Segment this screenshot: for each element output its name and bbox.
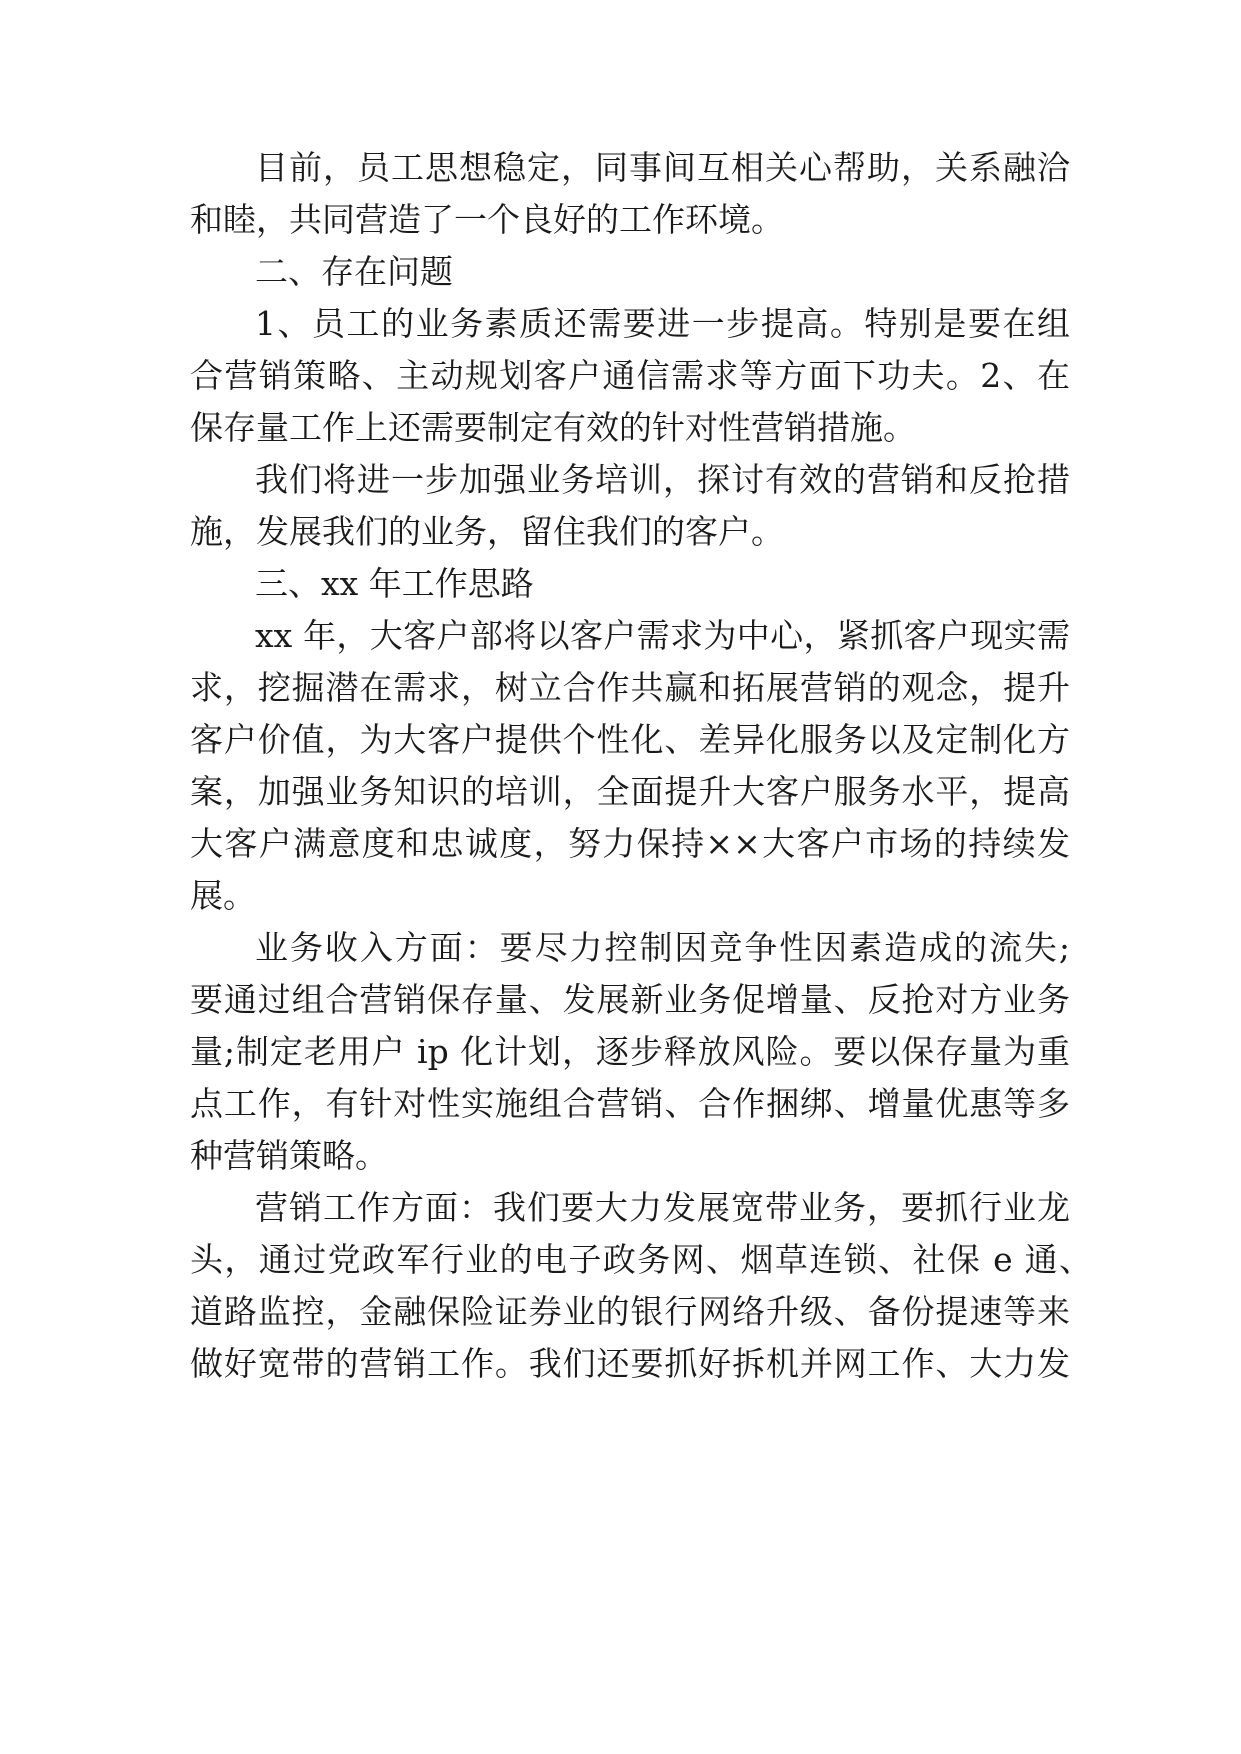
- paragraph-line: 量;制定老用户 ip 化计划，逐步释放风险。要以保存量为重: [190, 1032, 1070, 1071]
- paragraph-line: 我们将进一步加强业务培训，探讨有效的营销和反抢措: [255, 460, 1070, 499]
- paragraph-line: 施，发展我们的业务，留住我们的客户。: [190, 512, 784, 551]
- paragraph-line: xx 年，大客户部将以客户需求为中心，紧抓客户现实需: [255, 616, 1070, 655]
- paragraph-line: 做好宽带的营销工作。我们还要抓好拆机并网工作、大力发: [190, 1344, 1070, 1383]
- paragraph-line: 客户价值，为大客户提供个性化、差异化服务以及定制化方: [190, 720, 1070, 759]
- paragraph-line: 营销工作方面：我们要大力发展宽带业务，要抓行业龙: [255, 1188, 1070, 1227]
- paragraph-line: 要通过组合营销保存量、发展新业务促增量、反抢对方业务: [190, 980, 1070, 1019]
- paragraph-line: 目前，员工思想稳定，同事间互相关心帮助，关系融洽: [255, 148, 1070, 187]
- paragraph-line: 和睦，共同营造了一个良好的工作环境。: [190, 200, 784, 239]
- section-heading: 三、xx 年工作思路: [255, 564, 534, 603]
- paragraph-line: 业务收入方面：要尽力控制因竞争性因素造成的流失;: [255, 928, 1070, 967]
- paragraph-line: 道路监控，金融保险证券业的银行网络升级、备份提速等来: [190, 1292, 1070, 1331]
- paragraph-line: 点工作，有针对性实施组合营销、合作捆绑、增量优惠等多: [190, 1084, 1070, 1123]
- paragraph-line: 1、员工的业务素质还需要进一步提高。特别是要在组: [255, 304, 1070, 343]
- paragraph-line: 保存量工作上还需要制定有效的针对性营销措施。: [190, 408, 916, 447]
- paragraph-line: 求，挖掘潜在需求，树立合作共赢和拓展营销的观念，提升: [190, 668, 1070, 707]
- paragraph-line: 种营销策略。: [190, 1136, 388, 1175]
- paragraph-line: 合营销策略、主动规划客户通信需求等方面下功夫。2、在: [190, 356, 1070, 395]
- paragraph-line: 案，加强业务知识的培训，全面提升大客户服务水平，提高: [190, 772, 1070, 811]
- paragraph-line: 展。: [190, 876, 256, 915]
- paragraph-line: 大客户满意度和忠诚度，努力保持××大客户市场的持续发: [190, 824, 1070, 863]
- paragraph-line: 头，通过党政军行业的电子政务网、烟草连锁、社保 e 通、: [190, 1240, 1092, 1279]
- section-heading: 二、存在问题: [255, 252, 453, 291]
